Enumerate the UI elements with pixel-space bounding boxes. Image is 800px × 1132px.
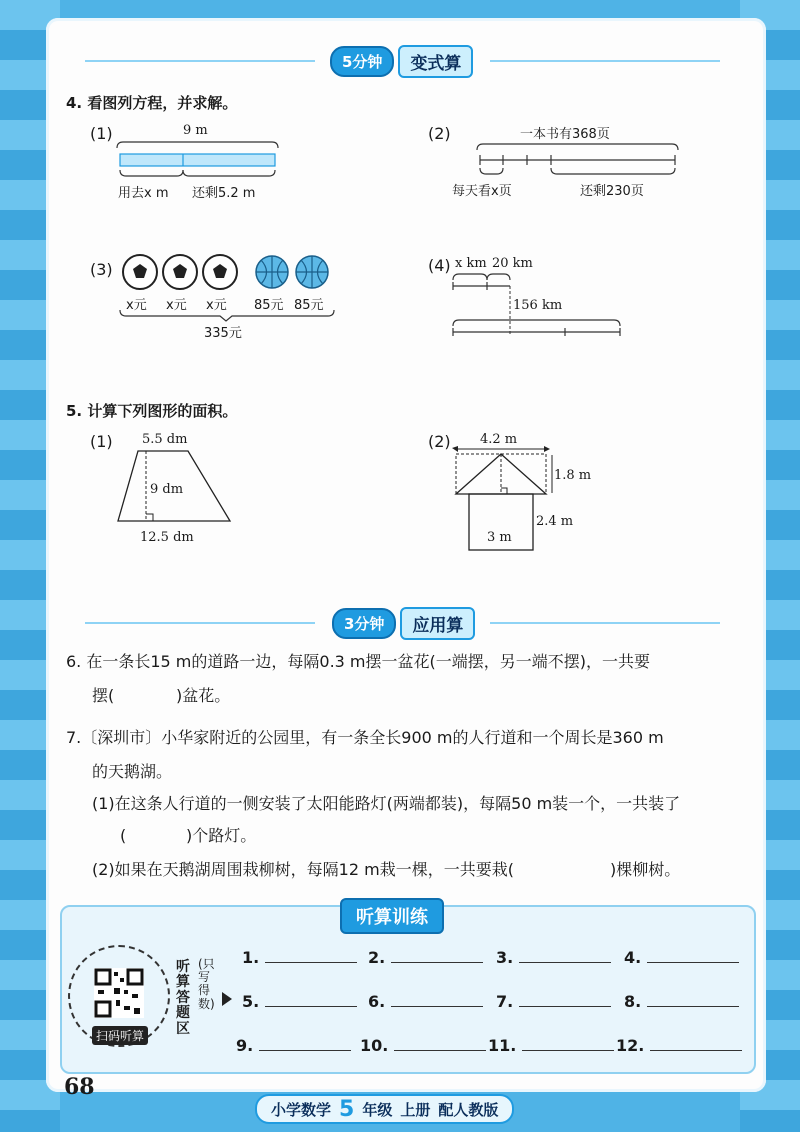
answer-7[interactable]: 7. <box>496 992 611 1011</box>
q4-1-left: 还剩5.2 m <box>192 186 256 201</box>
banner-line-right <box>490 610 720 636</box>
basketball-icon <box>256 256 288 288</box>
q4-2-left: 还剩230页 <box>580 184 644 199</box>
q4-title: 4. 看图列方程，并求解。 <box>66 94 238 112</box>
q5-1-top: 5.5 dm <box>142 432 188 447</box>
time-pill: 5分钟 <box>330 46 394 77</box>
q7-sub2a: (2)如果在天鹅湖周围栽柳树，每隔12 m栽一棵，一共要栽( <box>92 860 514 879</box>
q4-3-b1: 85元 <box>254 298 284 313</box>
q5-2-rect-h: 2.4 m <box>536 514 574 529</box>
footer-edition: 配人教版 <box>438 1100 499 1119</box>
q4-3-x3: x元 <box>206 298 227 313</box>
q7-sub2b: )棵柳树。 <box>610 860 681 879</box>
section-title: 变式算 <box>398 45 473 78</box>
q4-1-total: 9 m <box>183 123 208 138</box>
listening-title: 听算训练 <box>340 898 444 934</box>
q5-1-height: 9 dm <box>150 482 184 497</box>
q5-2-num: (2) <box>428 432 451 451</box>
q5-1-bottom: 12.5 dm <box>140 530 194 545</box>
scan-label: 扫码听算 <box>92 1026 148 1045</box>
q4-2-total: 一本书有368页 <box>520 127 610 142</box>
q6-line1: 6. 在一条长15 m的道路一边，每隔0.3 m摆一盆花(一端摆，另一端不摆)，一共要 <box>66 652 650 671</box>
q4-1-used: 用去x m <box>118 186 169 201</box>
footer-grade: 年级 <box>362 1100 393 1119</box>
q4-3-x1: x元 <box>126 298 147 313</box>
answer-1[interactable]: 1. <box>242 948 357 967</box>
qr-code-icon[interactable] <box>94 968 144 1018</box>
answer-9[interactable]: 9. <box>236 1036 351 1055</box>
banner-line-left <box>85 610 315 636</box>
q5-1-num: (1) <box>90 432 113 451</box>
q4-3-num: (3) <box>90 260 113 279</box>
q5-title: 5. 计算下列图形的面积。 <box>66 402 238 420</box>
q7-sub1b-open: ( <box>120 826 127 845</box>
answer-12[interactable]: 12. <box>616 1036 742 1055</box>
q4-1-num: (1) <box>90 124 113 143</box>
q5-2-rect-w: 3 m <box>487 530 512 545</box>
answer-2[interactable]: 2. <box>368 948 483 967</box>
q4-4-xkm: x km <box>455 256 487 271</box>
answer-4[interactable]: 4. <box>624 948 739 967</box>
q4-2-diagram <box>475 140 680 182</box>
time-pill: 3分钟 <box>332 608 396 639</box>
q4-2-daily: 每天看x页 <box>452 184 512 199</box>
football-icon <box>163 255 197 289</box>
answer-zone-label: 听算答题区 <box>176 959 190 1037</box>
answer-3[interactable]: 3. <box>496 948 611 967</box>
q4-3-brace <box>118 308 338 322</box>
basketball-icon <box>296 256 328 288</box>
q4-3-balls <box>120 252 340 292</box>
footer-badge <box>255 1094 514 1124</box>
banner-line-right <box>490 48 720 74</box>
q5-2-tri-h: 1.8 m <box>554 468 592 483</box>
answer-8[interactable]: 8. <box>624 992 739 1011</box>
section-title: 应用算 <box>400 607 475 640</box>
footer-grade-number: 5 <box>339 1096 355 1122</box>
page-number: 68 <box>64 1074 95 1100</box>
arrow-right-icon <box>222 992 232 1006</box>
answer-6[interactable]: 6. <box>368 992 483 1011</box>
q4-3-x2: x元 <box>166 298 187 313</box>
banner-line-left <box>85 48 315 74</box>
answer-11[interactable]: 11. <box>488 1036 614 1055</box>
section-banner-variant <box>330 48 473 74</box>
q4-4-156km: 156 km <box>513 298 563 313</box>
football-icon <box>123 255 157 289</box>
q4-3-b2: 85元 <box>294 298 324 313</box>
footer-term: 上册 <box>400 1100 431 1119</box>
football-icon <box>203 255 237 289</box>
q4-4-num: (4) <box>428 256 451 275</box>
answer-zone-note: (只写得数) <box>198 957 215 1011</box>
q4-1-diagram <box>115 140 280 182</box>
q6-line2b: )盆花。 <box>176 686 231 705</box>
q4-3-total: 335元 <box>204 326 242 341</box>
section-banner-application <box>332 610 475 636</box>
q7-line2: 的天鹅湖。 <box>92 762 173 781</box>
q7-sub1b-close: )个路灯。 <box>186 826 257 845</box>
q4-4-20km: 20 km <box>492 256 533 271</box>
answer-5[interactable]: 5. <box>242 992 357 1011</box>
q7-line1: 7.〔深圳市〕小华家附近的公园里，有一条全长900 m的人行道和一个周长是360 m <box>66 728 664 747</box>
answer-10[interactable]: 10. <box>360 1036 486 1055</box>
footer-subject: 小学数学 <box>271 1100 332 1119</box>
q6-line2a: 摆( <box>92 686 115 705</box>
q7-sub1a: (1)在这条人行道的一侧安装了太阳能路灯(两端都装)，每隔50 m装一个，一共装了 <box>92 794 681 813</box>
q4-2-num: (2) <box>428 124 451 143</box>
q5-2-top: 4.2 m <box>480 432 518 447</box>
